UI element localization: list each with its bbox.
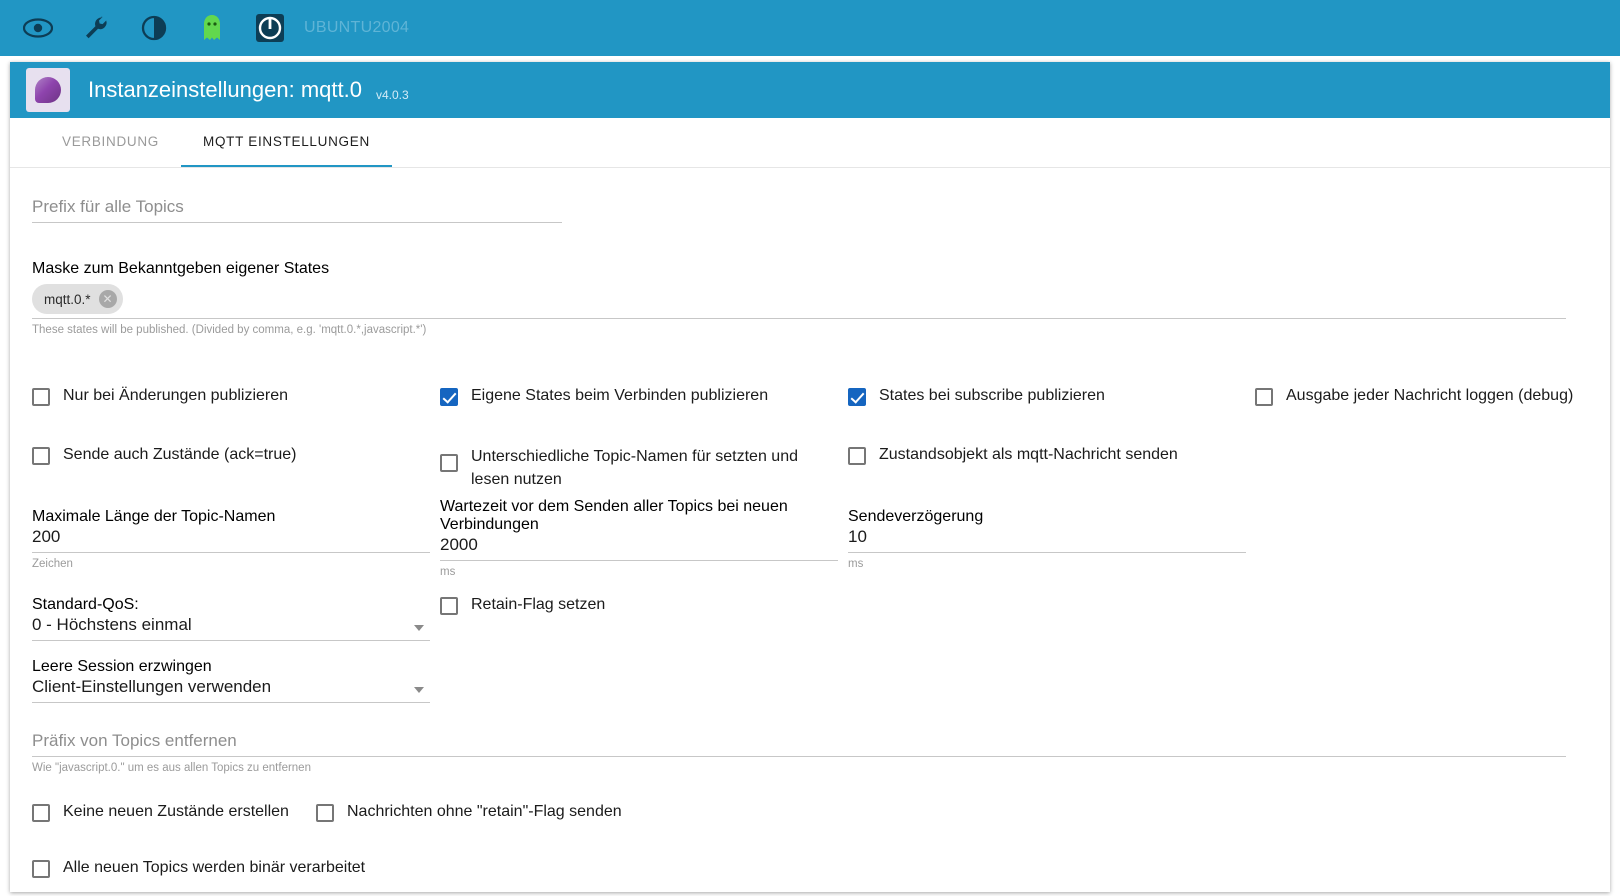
session-label: Leere Session erzwingen	[32, 658, 212, 675]
remove-prefix-placeholder[interactable]: Präfix von Topics entfernen	[32, 731, 237, 750]
prefix-field-wrapper	[32, 196, 562, 223]
checkbox-topics-binaer[interactable]	[32, 858, 365, 878]
close-icon[interactable]: ✕	[99, 290, 117, 308]
checkbox-box[interactable]	[32, 388, 50, 406]
chevron-down-icon[interactable]	[414, 625, 424, 631]
send-delay-wrapper	[848, 508, 1246, 570]
system-toolbar	[0, 0, 1620, 56]
session-select-wrapper	[32, 658, 430, 703]
checkbox-debug-logging[interactable]	[1255, 386, 1573, 406]
checkbox-label: Sende auch Zustände (ack=true)	[63, 446, 297, 463]
send-delay-label: Sendeverzögerung	[848, 508, 984, 525]
adapter-logo-icon	[26, 68, 70, 112]
checkbox-label: Ausgabe jeder Nachricht loggen (debug)	[1286, 387, 1574, 404]
checkbox-box[interactable]	[32, 804, 50, 822]
tab-mqtt-einstellungen[interactable]: MQTT EINSTELLUNGEN	[181, 118, 392, 167]
checkbox-label: Retain-Flag setzen	[471, 596, 606, 613]
checkbox-box[interactable]	[32, 860, 50, 878]
wait-time-value[interactable]: 2000	[440, 535, 478, 554]
session-value[interactable]: Client-Einstellungen verwenden	[32, 677, 272, 696]
checkbox-label: Keine neuen Zustände erstellen	[63, 803, 289, 820]
checkbox-box[interactable]	[440, 388, 458, 406]
checkbox-label: Nachrichten ohne "retain"-Flag senden	[347, 803, 622, 820]
checkbox-box[interactable]	[1255, 388, 1273, 406]
checkbox-label: Alle neuen Topics werden binär verarbeitet	[63, 859, 366, 876]
checkbox-label: Unterschiedliche Topic-Namen für setzten und lesen nutzen	[471, 448, 798, 488]
send-delay-field[interactable]	[848, 526, 1246, 553]
page-title: Instanzeinstellungen: mqtt.0	[88, 77, 362, 102]
checkbox-label: States bei subscribe publizieren	[879, 387, 1105, 404]
checkbox-box[interactable]	[32, 447, 50, 465]
eye-icon[interactable]	[22, 12, 54, 44]
wrench-icon[interactable]	[80, 12, 112, 44]
checkbox-box[interactable]	[440, 597, 458, 615]
session-select[interactable]	[32, 676, 430, 703]
version-label: v4.0.3	[375, 88, 409, 102]
power-icon[interactable]	[254, 12, 286, 44]
send-delay-unit: ms	[848, 558, 864, 570]
checkbox-unterschiedliche-topic-namen[interactable]	[440, 445, 811, 491]
max-topic-length-field[interactable]	[32, 526, 430, 553]
system-title: UBUNTU2004	[304, 19, 410, 36]
remove-prefix-field[interactable]	[32, 730, 1566, 757]
max-topic-length-unit: Zeichen	[32, 558, 73, 570]
mask-helper-text: These states will be published. (Divided by comma, e.g. 'mqtt.0.*,javascript.*')	[32, 324, 427, 336]
qos-select[interactable]	[32, 614, 430, 641]
ghost-icon[interactable]	[196, 12, 228, 44]
mask-field-wrapper	[32, 260, 1566, 336]
checkbox-box[interactable]	[316, 804, 334, 822]
checkbox-label: Eigene States beim Verbinden publizieren	[471, 387, 769, 404]
qos-select-wrapper	[32, 596, 430, 641]
checkbox-keine-neuen-zustaende[interactable]	[32, 802, 289, 822]
max-topic-length-wrapper	[32, 508, 430, 570]
checkbox-retain-flag[interactable]	[440, 595, 605, 615]
max-topic-length-value[interactable]: 200	[32, 527, 61, 546]
chevron-down-icon[interactable]	[414, 687, 424, 693]
max-topic-length-label: Maximale Länge der Topic-Namen	[32, 508, 276, 525]
checkbox-box[interactable]	[848, 447, 866, 465]
tab-bar	[10, 118, 1610, 168]
contrast-icon[interactable]	[138, 12, 170, 44]
wait-time-unit: ms	[440, 566, 456, 578]
wait-time-label: Wartezeit vor dem Senden aller Topics bei neuen Verbindungen	[440, 498, 788, 533]
checkbox-label: Zustandsobjekt als mqtt-Nachricht senden	[879, 446, 1178, 463]
mask-chip-label: mqtt.0.*	[44, 291, 91, 307]
wait-time-wrapper	[440, 498, 838, 578]
wait-time-field[interactable]	[440, 534, 838, 561]
checkbox-states-bei-subscribe[interactable]	[848, 386, 1105, 406]
mask-chips-container[interactable]	[32, 278, 1566, 319]
remove-prefix-helper: Wie "javascript.0." um es aus allen Topics zu entfernen	[32, 762, 311, 774]
send-delay-value[interactable]: 10	[848, 527, 867, 546]
checkbox-eigene-states-publizieren[interactable]	[440, 386, 768, 406]
checkbox-zustandsobjekt-senden[interactable]	[848, 445, 1178, 465]
remove-prefix-wrapper	[32, 730, 1566, 774]
mask-label: Maske zum Bekanntgeben eigener States	[32, 260, 330, 277]
prefix-field[interactable]	[32, 196, 562, 223]
checkbox-box[interactable]	[848, 388, 866, 406]
qos-label: Standard-QoS:	[32, 596, 139, 613]
checkbox-box[interactable]	[440, 454, 458, 472]
checkbox-nur-bei-aenderungen[interactable]	[32, 386, 288, 406]
checkbox-nachrichten-ohne-retain[interactable]	[316, 802, 622, 822]
qos-value[interactable]: 0 - Höchstens einmal	[32, 615, 192, 634]
checkbox-label: Nur bei Änderungen publizieren	[63, 387, 289, 404]
mask-chip[interactable]	[32, 284, 123, 314]
prefix-input-placeholder[interactable]: Prefix für alle Topics	[32, 197, 184, 216]
settings-content	[10, 168, 1610, 892]
window-header	[10, 62, 1610, 118]
instance-settings-window	[10, 62, 1610, 892]
tab-verbindung[interactable]: VERBINDUNG	[62, 134, 160, 149]
checkbox-sende-auch-zustaende[interactable]	[32, 445, 296, 465]
